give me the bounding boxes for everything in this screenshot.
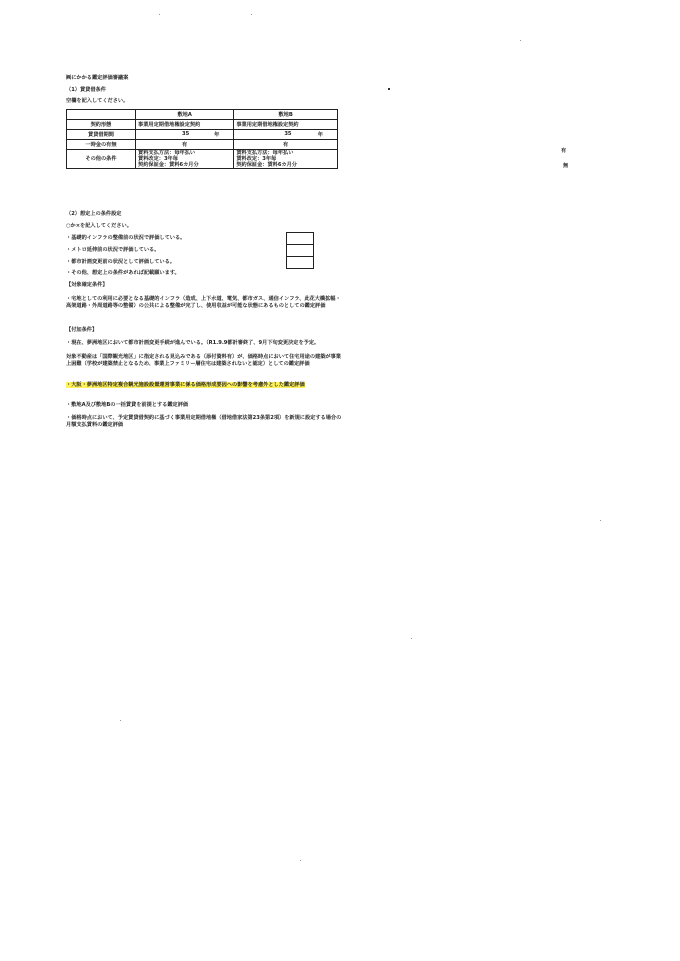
highlight-text: ・大阪・夢洲地区特定複合観光施設設置運営事業に係る価格形成要因への影響を考慮外とした鑑定評価 — [66, 382, 305, 388]
scan-speck — [251, 14, 252, 15]
other-b-line-1: 賃料支払方法：毎年払い — [236, 150, 294, 156]
cell-lump-sum-a: 有 — [136, 140, 234, 150]
check-item-2: ・メトロ延伸前の状況で評価している。 — [66, 247, 160, 253]
other-b-line-3: 契約保証金：賃料6カ月分 — [236, 162, 297, 168]
scan-speck — [159, 14, 160, 15]
term-b-value: 35 — [284, 131, 292, 137]
table-row — [67, 130, 338, 140]
other-a-line-3: 契約保証金：賃料6カ月分 — [138, 162, 199, 168]
lease-conditions-table — [66, 109, 338, 169]
cell-contract-b: 事業用定期借地権設定契約 — [234, 120, 338, 130]
scan-speck — [600, 520, 601, 521]
cell-term-b — [234, 130, 338, 140]
row-label-term: 賃貸借期間 — [67, 130, 136, 140]
check-item-1: ・基礎的インフラの整備前の状況で評価している。 — [66, 235, 186, 241]
additional-condition-4: ・価格時点において、予定賃貸借契約に基づく事業用定期借地権（借地借家法第23条第2項）を新規に設定する場合の月額支払賃料の鑑定評価 — [66, 415, 342, 428]
additional-condition-1: ・現在、夢洲地区において都市計画変更手続が進んでいる。（R1.9.9都計審終了、9月下旬変更決定を予定。 — [66, 340, 320, 346]
additional-condition-highlighted — [66, 382, 344, 389]
table-row — [67, 150, 338, 169]
cell-other-b — [234, 150, 338, 169]
table-row — [67, 120, 338, 130]
cell-other-a — [136, 150, 234, 169]
check-item-4: ・その他、想定上の条件があれば記載願います。 — [66, 270, 180, 276]
table-header-site-b: 敷地B — [234, 110, 338, 120]
term-b-unit: 年 — [317, 132, 323, 138]
section-1-heading: （1）賃貸借条件 — [66, 87, 106, 93]
additional-condition-3: ・敷地A及び敷地Bの一括賃貸を前提とする鑑定評価 — [66, 402, 189, 408]
term-a-value: 35 — [182, 131, 190, 137]
side-mark-yes: 有 — [561, 148, 567, 154]
scan-speck — [300, 860, 301, 861]
side-mark-no: 無 — [563, 163, 569, 169]
target-conditions-text: ・宅地としての利用に必要となる基礎的インフラ（造成、上下水道、電気、都市ガス、通信インフラ、此花大橋拡幅・高架道路・外周道路等の整備）の公共による整備が完了し、使用収益が可能な状態にあるものとしての鑑定評価 — [66, 296, 341, 309]
table-row — [67, 140, 338, 150]
scan-speck — [520, 40, 521, 41]
check-item-3: ・都市計画変更前の状況として評価している。 — [66, 259, 175, 265]
row-label-lump-sum: 一時金の有無 — [67, 140, 136, 150]
table-header-row — [67, 110, 338, 120]
cell-contract-a: 事業用定期借地権設定契約 — [136, 120, 234, 130]
table-header-site-a: 敷地A — [136, 110, 234, 120]
other-b-line-2: 賃料改定：3年毎 — [236, 156, 277, 162]
row-label-other: その他の条件 — [67, 150, 136, 169]
instruction-1: 空欄を記入してください。 — [66, 98, 129, 104]
other-a-line-1: 賃料支払方法：毎年払い — [138, 150, 196, 156]
other-a-line-2: 賃料改定：3年毎 — [138, 156, 178, 162]
additional-conditions-heading: 【付加条件】 — [66, 327, 98, 333]
scan-speck — [120, 720, 121, 721]
instruction-2: ○か×を記入してください。 — [66, 223, 132, 229]
doc-title: ㈱にかかる鑑定評価審議案 — [66, 75, 129, 81]
target-conditions-heading: 【対象確定条件】 — [66, 282, 108, 288]
cell-term-a — [136, 130, 234, 140]
check-box-3[interactable] — [286, 256, 314, 269]
table-header-empty — [67, 110, 136, 120]
cell-lump-sum-b: 有 — [234, 140, 338, 150]
scan-speck — [411, 638, 412, 639]
row-label-contract: 契約形態 — [67, 120, 136, 130]
section-2-heading: （2）想定上の条件設定 — [66, 211, 122, 217]
scan-speck — [388, 88, 390, 90]
term-a-unit: 年 — [214, 132, 220, 138]
additional-condition-2: 対象不動産は「国際観光地区」に指定される見込みである（添付資料有）が、価格時点において住宅用途の建築が事業上困難（学校が建築禁止となるため、事業上ファミリー層住宅は建築されないと認定）としての鑑定評価 — [66, 354, 341, 367]
